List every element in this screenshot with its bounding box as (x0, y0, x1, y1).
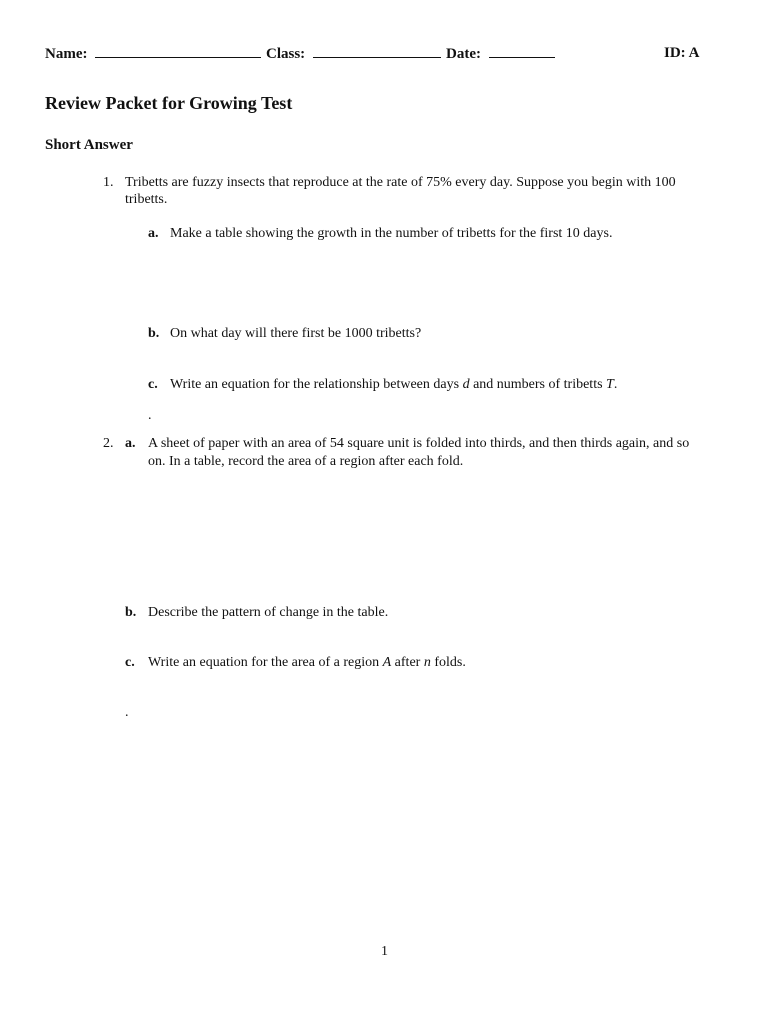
q2c-label: c. (125, 655, 135, 670)
q1-number: 1. (103, 175, 114, 190)
q2c-text-mid: after (391, 655, 424, 670)
q2c-var-a: A (382, 655, 392, 670)
date-label: Date: (446, 46, 481, 62)
q1c-var-d: d (462, 377, 470, 392)
section-heading: Short Answer (45, 137, 133, 153)
name-label: Name: (45, 46, 88, 62)
q2-trailing-dot: . (125, 705, 129, 720)
q2a-label: a. (125, 436, 136, 451)
class-label: Class: (266, 46, 306, 62)
id-label: ID: A (664, 45, 700, 61)
q2b-text: Describe the pattern of change in the table. (148, 605, 389, 620)
page-number: 1 (381, 944, 388, 959)
q1c-var-t: T (606, 377, 614, 392)
date-field (446, 45, 555, 63)
q2c-text-after: folds. (430, 655, 466, 670)
q1-prompt-line1: Tribetts are fuzzy insects that reproduce at the rate of 75% every day. Suppose you begin with 100 (125, 175, 676, 190)
q1-trailing-dot: . (148, 408, 152, 423)
q1c-label: c. (148, 377, 158, 392)
q1a-label: a. (148, 226, 159, 241)
q1c-text-mid: and numbers of tribetts (469, 377, 607, 392)
class-field (266, 45, 441, 63)
q1a-text: Make a table showing the growth in the number of tribetts for the first 10 days. (170, 226, 613, 241)
q2c-var-n: n (423, 655, 431, 670)
q2c-text-before: Write an equation for the area of a region (148, 655, 383, 670)
page-title: Review Packet for Growing Test (45, 93, 293, 113)
q2a-line2: on. In a table, record the area of a region after each fold. (148, 454, 464, 469)
q1c-text (170, 376, 617, 393)
date-blank (489, 45, 555, 58)
q1c-text-after: . (613, 377, 618, 392)
q1-prompt-line2: tribetts. (125, 192, 168, 207)
q1b-text: On what day will there first be 1000 tribetts? (170, 326, 422, 341)
q1b-label: b. (148, 326, 160, 341)
class-blank (313, 45, 441, 58)
q1-prompt (125, 174, 725, 191)
q2c-text (148, 654, 466, 671)
q2a-line1: A sheet of paper with an area of 54 square unit is folded into thirds, and then thirds again, and so (148, 436, 690, 451)
header-row (45, 45, 261, 63)
q2-number: 2. (103, 436, 114, 451)
name-blank (95, 45, 261, 58)
q1c-text-before: Write an equation for the relationship between days (170, 377, 463, 392)
q2b-label: b. (125, 605, 137, 620)
